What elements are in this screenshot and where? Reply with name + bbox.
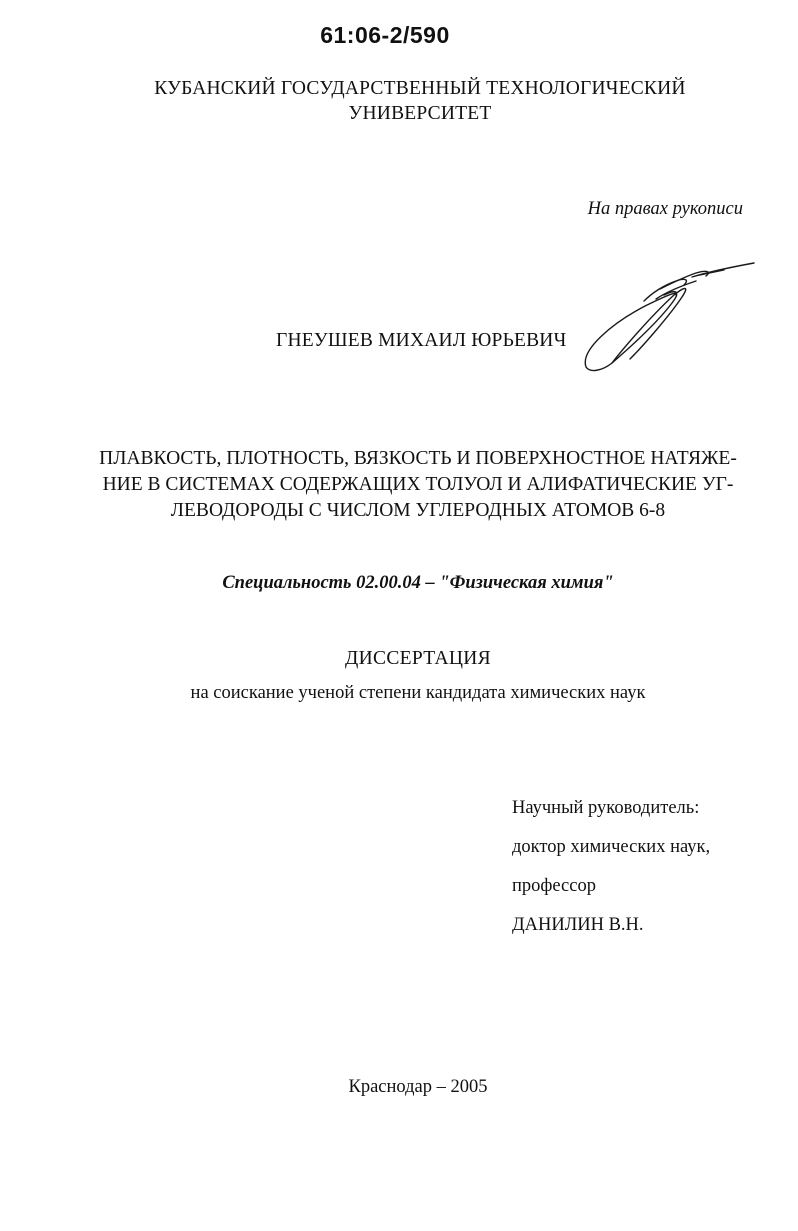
manuscript-rights-note: На правах рукописи [587,199,743,219]
degree-description: на соискание ученой степени кандидата химических наук [190,683,646,703]
title-line-1: ПЛАВКОСТЬ, ПЛОТНОСТЬ, ВЯЗКОСТЬ И ПОВЕРХНОСТНОЕ НАТЯЖЕ- [99,448,737,469]
university-line-2: УНИВЕРСИТЕТ [348,103,492,124]
title-line-3: ЛЕВОДОРОДЫ С ЧИСЛОМ УГЛЕРОДНЫХ АТОМОВ 6-8 [170,500,666,521]
document-type-heading: ДИССЕРТАЦИЯ [345,648,491,669]
supervisor-block [512,789,710,945]
dissertation-title [80,446,756,524]
university-line-1: КУБАНСКИЙ ГОСУДАРСТВЕННЫЙ ТЕХНОЛОГИЧЕСКИЙ [154,78,686,99]
supervisor-label: Научный руководитель: [512,798,700,818]
supervisor-title: профессор [512,876,596,896]
author-name: ГНЕУШЕВ МИХАИЛ ЮРЬЕВИЧ [276,330,567,351]
supervisor-degree: доктор химических наук, [512,837,711,857]
title-line-2: НИЕ В СИСТЕМАХ СОДЕРЖАЩИХ ТОЛУОЛ И АЛИФАТИЧЕСКИЕ УГ- [102,474,734,495]
city-year: Краснодар – 2005 [348,1077,488,1097]
signature-icon [572,255,762,385]
archive-stamp-number: 61:06-2/590 [320,22,450,48]
supervisor-name: ДАНИЛИН В.Н. [512,915,644,935]
university-name [110,76,730,126]
specialty-code: Специальность 02.00.04 – "Физическая химия" [222,573,614,593]
